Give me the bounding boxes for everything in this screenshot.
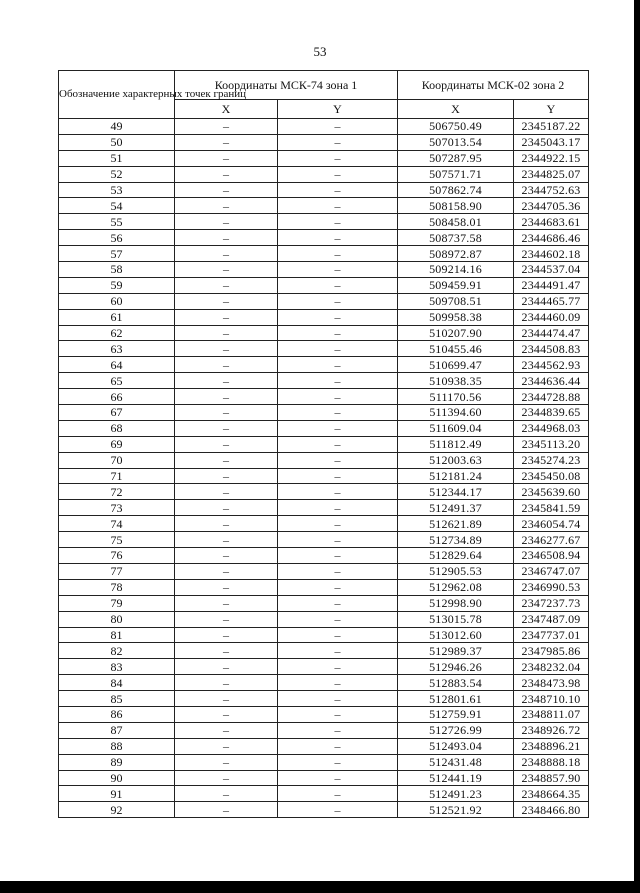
msk02-x-cell: 512491.23 bbox=[398, 786, 514, 802]
msk02-y-cell: 2348232.04 bbox=[514, 659, 589, 675]
msk02-x-cell: 512759.91 bbox=[398, 706, 514, 722]
msk74-y-cell: – bbox=[278, 119, 398, 135]
msk02-x-cell: 512431.48 bbox=[398, 754, 514, 770]
msk74-x-cell: – bbox=[175, 770, 278, 786]
table-row bbox=[59, 802, 589, 818]
scan-border-right bbox=[634, 0, 640, 893]
point-id-cell: 63 bbox=[59, 341, 175, 357]
msk74-y-cell: – bbox=[278, 420, 398, 436]
msk74-y-cell: – bbox=[278, 484, 398, 500]
msk02-x-cell: 511394.60 bbox=[398, 405, 514, 421]
msk74-x-cell: – bbox=[175, 802, 278, 818]
point-id-cell: 79 bbox=[59, 595, 175, 611]
msk02-x-cell: 507862.74 bbox=[398, 182, 514, 198]
msk02-x-cell: 509958.38 bbox=[398, 309, 514, 325]
point-id-cell: 51 bbox=[59, 150, 175, 166]
point-id-cell: 54 bbox=[59, 198, 175, 214]
msk02-x-cell: 508737.58 bbox=[398, 230, 514, 246]
msk74-y-cell: – bbox=[278, 230, 398, 246]
coordinates-table-container bbox=[58, 70, 588, 818]
msk02-x-cell: 510455.46 bbox=[398, 341, 514, 357]
msk02-y-cell: 2345274.23 bbox=[514, 452, 589, 468]
table-row bbox=[59, 325, 589, 341]
msk02-y-cell: 2348466.80 bbox=[514, 802, 589, 818]
point-id-cell: 85 bbox=[59, 691, 175, 707]
msk02-y-cell: 2347737.01 bbox=[514, 627, 589, 643]
table-row bbox=[59, 754, 589, 770]
msk02-y-cell: 2347237.73 bbox=[514, 595, 589, 611]
point-id-cell: 80 bbox=[59, 611, 175, 627]
msk74-y-cell: – bbox=[278, 166, 398, 182]
point-id-cell: 83 bbox=[59, 659, 175, 675]
point-id-cell: 68 bbox=[59, 420, 175, 436]
point-id-cell: 52 bbox=[59, 166, 175, 182]
msk74-y-cell: – bbox=[278, 293, 398, 309]
msk74-x-cell: – bbox=[175, 389, 278, 405]
point-id-cell: 92 bbox=[59, 802, 175, 818]
msk02-x-cell: 511812.49 bbox=[398, 436, 514, 452]
msk02-y-cell: 2345841.59 bbox=[514, 500, 589, 516]
point-id-cell: 69 bbox=[59, 436, 175, 452]
msk74-y-cell: – bbox=[278, 754, 398, 770]
msk74-y-cell: – bbox=[278, 150, 398, 166]
point-id-cell: 60 bbox=[59, 293, 175, 309]
table-row bbox=[59, 691, 589, 707]
table-row bbox=[59, 500, 589, 516]
msk74-y-cell: – bbox=[278, 436, 398, 452]
msk74-x-cell: – bbox=[175, 468, 278, 484]
msk74-y-cell: – bbox=[278, 452, 398, 468]
msk02-x-cell: 512905.53 bbox=[398, 563, 514, 579]
msk74-y-cell: – bbox=[278, 389, 398, 405]
msk74-x-cell: – bbox=[175, 214, 278, 230]
msk74-y-cell: – bbox=[278, 722, 398, 738]
msk02-y-cell: 2344602.18 bbox=[514, 246, 589, 262]
msk74-y-cell: – bbox=[278, 611, 398, 627]
table-row bbox=[59, 627, 589, 643]
msk02-x-cell: 507571.71 bbox=[398, 166, 514, 182]
table-row bbox=[59, 563, 589, 579]
msk02-y-cell: 2346054.74 bbox=[514, 516, 589, 532]
msk02-y-cell: 2344922.15 bbox=[514, 150, 589, 166]
msk74-y-cell: – bbox=[278, 325, 398, 341]
msk74-x-cell: – bbox=[175, 706, 278, 722]
point-id-cell: 62 bbox=[59, 325, 175, 341]
msk74-x-cell: – bbox=[175, 373, 278, 389]
msk02-x-cell: 513012.60 bbox=[398, 627, 514, 643]
point-id-cell: 64 bbox=[59, 357, 175, 373]
point-id-cell: 82 bbox=[59, 643, 175, 659]
table-row bbox=[59, 770, 589, 786]
msk74-x-cell: – bbox=[175, 357, 278, 373]
point-id-cell: 74 bbox=[59, 516, 175, 532]
msk74-x-cell: – bbox=[175, 675, 278, 691]
msk02-x-cell: 512962.08 bbox=[398, 579, 514, 595]
msk02-y-cell: 2344839.65 bbox=[514, 405, 589, 421]
table-row bbox=[59, 166, 589, 182]
point-id-cell: 76 bbox=[59, 548, 175, 564]
msk02-y-cell: 2344728.88 bbox=[514, 389, 589, 405]
msk74-y-cell: – bbox=[278, 643, 398, 659]
msk74-x-cell: – bbox=[175, 738, 278, 754]
msk74-y-cell: – bbox=[278, 373, 398, 389]
msk02-y-cell: 2344460.09 bbox=[514, 309, 589, 325]
point-id-cell: 57 bbox=[59, 246, 175, 262]
msk74-x-cell: – bbox=[175, 786, 278, 802]
msk74-y-cell: – bbox=[278, 198, 398, 214]
point-id-cell: 91 bbox=[59, 786, 175, 802]
table-row bbox=[59, 420, 589, 436]
msk74-x-cell: – bbox=[175, 627, 278, 643]
table-row bbox=[59, 532, 589, 548]
table-row bbox=[59, 436, 589, 452]
table-row bbox=[59, 516, 589, 532]
table-row bbox=[59, 675, 589, 691]
table-row bbox=[59, 198, 589, 214]
msk74-x-cell: – bbox=[175, 754, 278, 770]
point-column-header: Обозначение характерных точек границ bbox=[59, 71, 175, 119]
point-id-cell: 55 bbox=[59, 214, 175, 230]
msk74-y-cell: – bbox=[278, 691, 398, 707]
msk02-y-cell: 2348896.21 bbox=[514, 738, 589, 754]
msk02-x-cell: 510938.35 bbox=[398, 373, 514, 389]
msk02-x-cell: 512344.17 bbox=[398, 484, 514, 500]
msk74-y-cell: – bbox=[278, 277, 398, 293]
msk02-y-cell: 2344465.77 bbox=[514, 293, 589, 309]
msk74-x-cell: – bbox=[175, 119, 278, 135]
msk74-y-cell: – bbox=[278, 341, 398, 357]
msk02-x-cell: 512989.37 bbox=[398, 643, 514, 659]
msk02-x-cell: 510207.90 bbox=[398, 325, 514, 341]
point-id-cell: 87 bbox=[59, 722, 175, 738]
msk02-x-cell: 507287.95 bbox=[398, 150, 514, 166]
msk02-x-cell: 508158.90 bbox=[398, 198, 514, 214]
msk74-x-cell: – bbox=[175, 198, 278, 214]
msk74-y-cell: – bbox=[278, 770, 398, 786]
msk02-x-cell: 512734.89 bbox=[398, 532, 514, 548]
msk02-y-cell: 2348811.07 bbox=[514, 706, 589, 722]
msk02-x-cell: 512998.90 bbox=[398, 595, 514, 611]
msk02-x-cell: 511609.04 bbox=[398, 420, 514, 436]
msk74-y-cell: – bbox=[278, 500, 398, 516]
msk74-y-cell: – bbox=[278, 182, 398, 198]
msk74-y-cell: – bbox=[278, 579, 398, 595]
msk02-y-cell: 2348664.35 bbox=[514, 786, 589, 802]
point-id-cell: 90 bbox=[59, 770, 175, 786]
table-row bbox=[59, 452, 589, 468]
msk74-y-cell: – bbox=[278, 802, 398, 818]
scan-border-bottom bbox=[0, 881, 640, 893]
point-id-cell: 53 bbox=[59, 182, 175, 198]
msk02-y-cell: 2347487.09 bbox=[514, 611, 589, 627]
msk74-x-cell: – bbox=[175, 182, 278, 198]
table-row bbox=[59, 579, 589, 595]
point-id-cell: 67 bbox=[59, 405, 175, 421]
msk74-y-cell: – bbox=[278, 246, 398, 262]
msk02-x-cell: 512441.19 bbox=[398, 770, 514, 786]
msk02-x-cell: 512726.99 bbox=[398, 722, 514, 738]
msk74-y-cell: – bbox=[278, 675, 398, 691]
table-row bbox=[59, 293, 589, 309]
msk74-x-cell: – bbox=[175, 436, 278, 452]
msk74-x-cell: – bbox=[175, 277, 278, 293]
msk02-x-cell: 509459.91 bbox=[398, 277, 514, 293]
table-row bbox=[59, 548, 589, 564]
msk02-y-cell: 2344683.61 bbox=[514, 214, 589, 230]
table-row bbox=[59, 389, 589, 405]
msk02-x-cell: 508972.87 bbox=[398, 246, 514, 262]
msk02-y-cell: 2344537.04 bbox=[514, 262, 589, 278]
msk02-x-cell: 512946.26 bbox=[398, 659, 514, 675]
msk74-y-cell: – bbox=[278, 357, 398, 373]
table-row bbox=[59, 309, 589, 325]
msk02-y-cell: 2344686.46 bbox=[514, 230, 589, 246]
msk74-y-cell: – bbox=[278, 516, 398, 532]
table-row bbox=[59, 722, 589, 738]
msk02-y-cell: 2348888.18 bbox=[514, 754, 589, 770]
point-id-cell: 78 bbox=[59, 579, 175, 595]
msk74-y-cell: – bbox=[278, 405, 398, 421]
msk74-y-cell: – bbox=[278, 548, 398, 564]
table-row bbox=[59, 214, 589, 230]
msk74-x-cell: – bbox=[175, 659, 278, 675]
msk74-x-cell: – bbox=[175, 246, 278, 262]
msk74-x-cell: – bbox=[175, 579, 278, 595]
msk74-x-cell: – bbox=[175, 293, 278, 309]
msk74-x-cell: – bbox=[175, 341, 278, 357]
point-id-cell: 77 bbox=[59, 563, 175, 579]
table-row bbox=[59, 659, 589, 675]
table-row bbox=[59, 150, 589, 166]
msk74-y-cell: – bbox=[278, 532, 398, 548]
msk74-x-cell: – bbox=[175, 563, 278, 579]
msk74-x-cell: – bbox=[175, 452, 278, 468]
msk02-x-cell: 509708.51 bbox=[398, 293, 514, 309]
msk02-y-cell: 2347985.86 bbox=[514, 643, 589, 659]
point-id-cell: 70 bbox=[59, 452, 175, 468]
point-id-cell: 89 bbox=[59, 754, 175, 770]
table-header bbox=[59, 71, 589, 119]
msk74-y-cell: – bbox=[278, 659, 398, 675]
point-id-cell: 88 bbox=[59, 738, 175, 754]
msk74-x-cell: – bbox=[175, 643, 278, 659]
table-row bbox=[59, 246, 589, 262]
table-row bbox=[59, 357, 589, 373]
table-row bbox=[59, 706, 589, 722]
msk74-y-cell: – bbox=[278, 706, 398, 722]
msk02-x-cell: 507013.54 bbox=[398, 134, 514, 150]
msk74-y-cell: – bbox=[278, 214, 398, 230]
point-id-cell: 66 bbox=[59, 389, 175, 405]
point-id-cell: 75 bbox=[59, 532, 175, 548]
point-id-cell: 84 bbox=[59, 675, 175, 691]
coordinates-table bbox=[58, 70, 589, 818]
msk02-x-cell: 512829.64 bbox=[398, 548, 514, 564]
msk02-y-cell: 2344636.44 bbox=[514, 373, 589, 389]
point-id-cell: 50 bbox=[59, 134, 175, 150]
table-row bbox=[59, 341, 589, 357]
msk02-x-cell: 512621.89 bbox=[398, 516, 514, 532]
msk74-x-cell: – bbox=[175, 532, 278, 548]
msk74-y-cell: – bbox=[278, 134, 398, 150]
msk02-y-cell: 2348473.98 bbox=[514, 675, 589, 691]
msk02-y-cell: 2348857.90 bbox=[514, 770, 589, 786]
msk74-x-cell: – bbox=[175, 230, 278, 246]
table-row bbox=[59, 262, 589, 278]
msk02-y-cell: 2345187.22 bbox=[514, 119, 589, 135]
msk74-y-cell: – bbox=[278, 563, 398, 579]
msk02-y-cell: 2344968.03 bbox=[514, 420, 589, 436]
msk02-y-cell: 2345113.20 bbox=[514, 436, 589, 452]
msk02-x-cell: 512491.37 bbox=[398, 500, 514, 516]
msk02-y-cell: 2346747.07 bbox=[514, 563, 589, 579]
msk02-y-cell: 2348926.72 bbox=[514, 722, 589, 738]
msk74-x-cell: – bbox=[175, 262, 278, 278]
msk74-y-cell: – bbox=[278, 627, 398, 643]
msk02-x-cell: 512521.92 bbox=[398, 802, 514, 818]
msk02-y-cell: 2346277.67 bbox=[514, 532, 589, 548]
msk02-x-header: X bbox=[398, 100, 514, 119]
msk74-x-cell: – bbox=[175, 325, 278, 341]
point-id-cell: 73 bbox=[59, 500, 175, 516]
msk02-x-cell: 506750.49 bbox=[398, 119, 514, 135]
msk74-group-header: Координаты МСК-74 зона 1 bbox=[175, 71, 398, 100]
msk02-x-cell: 512493.04 bbox=[398, 738, 514, 754]
msk02-y-cell: 2344825.07 bbox=[514, 166, 589, 182]
msk74-y-cell: – bbox=[278, 468, 398, 484]
msk74-x-cell: – bbox=[175, 500, 278, 516]
msk02-y-cell: 2344562.93 bbox=[514, 357, 589, 373]
table-row bbox=[59, 484, 589, 500]
table-row bbox=[59, 405, 589, 421]
point-id-cell: 71 bbox=[59, 468, 175, 484]
msk74-x-cell: – bbox=[175, 420, 278, 436]
msk02-y-cell: 2345639.60 bbox=[514, 484, 589, 500]
msk02-y-cell: 2344705.36 bbox=[514, 198, 589, 214]
msk02-y-cell: 2346990.53 bbox=[514, 579, 589, 595]
table-row bbox=[59, 786, 589, 802]
msk02-y-cell: 2345450.08 bbox=[514, 468, 589, 484]
point-id-cell: 72 bbox=[59, 484, 175, 500]
msk74-x-header: X bbox=[175, 100, 278, 119]
table-row bbox=[59, 468, 589, 484]
msk74-x-cell: – bbox=[175, 484, 278, 500]
table-row bbox=[59, 134, 589, 150]
msk74-x-cell: – bbox=[175, 150, 278, 166]
point-id-cell: 56 bbox=[59, 230, 175, 246]
msk02-x-cell: 513015.78 bbox=[398, 611, 514, 627]
msk74-x-cell: – bbox=[175, 134, 278, 150]
msk74-x-cell: – bbox=[175, 548, 278, 564]
page-number: 53 bbox=[313, 44, 327, 59]
point-id-cell: 61 bbox=[59, 309, 175, 325]
point-id-cell: 58 bbox=[59, 262, 175, 278]
msk02-x-cell: 512003.63 bbox=[398, 452, 514, 468]
msk74-x-cell: – bbox=[175, 611, 278, 627]
table-row bbox=[59, 182, 589, 198]
table-row bbox=[59, 373, 589, 389]
table-row bbox=[59, 611, 589, 627]
msk02-y-cell: 2344752.63 bbox=[514, 182, 589, 198]
msk02-x-cell: 509214.16 bbox=[398, 262, 514, 278]
point-id-cell: 49 bbox=[59, 119, 175, 135]
table-body bbox=[59, 119, 589, 818]
msk74-x-cell: – bbox=[175, 166, 278, 182]
msk74-y-header: Y bbox=[278, 100, 398, 119]
point-id-cell: 81 bbox=[59, 627, 175, 643]
point-id-cell: 59 bbox=[59, 277, 175, 293]
msk02-y-cell: 2348710.10 bbox=[514, 691, 589, 707]
msk02-y-cell: 2345043.17 bbox=[514, 134, 589, 150]
table-row bbox=[59, 277, 589, 293]
msk74-x-cell: – bbox=[175, 405, 278, 421]
msk02-x-cell: 511170.56 bbox=[398, 389, 514, 405]
msk02-y-cell: 2344508.83 bbox=[514, 341, 589, 357]
msk74-y-cell: – bbox=[278, 309, 398, 325]
msk74-y-cell: – bbox=[278, 786, 398, 802]
msk02-y-header: Y bbox=[514, 100, 589, 119]
point-id-cell: 86 bbox=[59, 706, 175, 722]
msk02-x-cell: 508458.01 bbox=[398, 214, 514, 230]
msk02-y-cell: 2344491.47 bbox=[514, 277, 589, 293]
msk74-x-cell: – bbox=[175, 722, 278, 738]
msk74-y-cell: – bbox=[278, 595, 398, 611]
msk74-y-cell: – bbox=[278, 262, 398, 278]
table-row bbox=[59, 643, 589, 659]
msk74-x-cell: – bbox=[175, 309, 278, 325]
table-row bbox=[59, 595, 589, 611]
table-row bbox=[59, 230, 589, 246]
msk02-x-cell: 512883.54 bbox=[398, 675, 514, 691]
msk74-x-cell: – bbox=[175, 595, 278, 611]
msk02-x-cell: 512801.61 bbox=[398, 691, 514, 707]
msk02-y-cell: 2344474.47 bbox=[514, 325, 589, 341]
table-row bbox=[59, 119, 589, 135]
table-row bbox=[59, 738, 589, 754]
point-id-cell: 65 bbox=[59, 373, 175, 389]
msk02-group-header: Координаты МСК-02 зона 2 bbox=[398, 71, 589, 100]
msk02-x-cell: 512181.24 bbox=[398, 468, 514, 484]
msk74-y-cell: – bbox=[278, 738, 398, 754]
msk02-y-cell: 2346508.94 bbox=[514, 548, 589, 564]
msk74-x-cell: – bbox=[175, 516, 278, 532]
msk02-x-cell: 510699.47 bbox=[398, 357, 514, 373]
msk74-x-cell: – bbox=[175, 691, 278, 707]
